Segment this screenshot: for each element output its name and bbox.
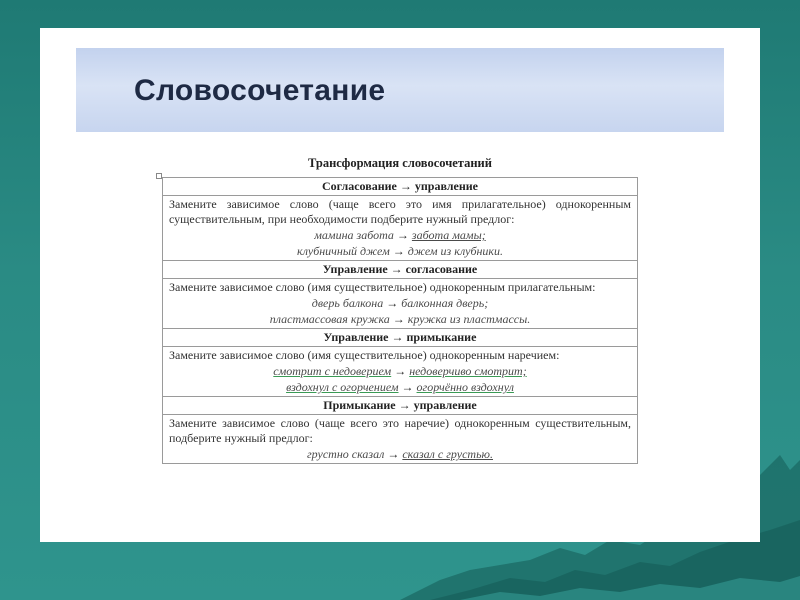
example-from: дверь балкона (311, 296, 384, 310)
arrow-icon: → (387, 447, 400, 461)
arrow-icon: → (392, 244, 405, 258)
section-instruction: Замените зависимое слово (имя существительное) однокоренным прилагательным: (169, 280, 596, 294)
example-to: джем из клубники. (407, 244, 504, 258)
arrow-icon: → (394, 364, 407, 378)
section-heading: Управление → примыкание (163, 329, 638, 347)
table-row (163, 415, 638, 464)
table-row (163, 397, 638, 415)
example-line (169, 311, 631, 327)
table-row (163, 329, 638, 347)
section-body (163, 279, 638, 329)
example-to: балконная дверь; (401, 296, 489, 310)
table-row (163, 261, 638, 279)
arrow-icon: → (396, 228, 409, 242)
example-line (169, 363, 631, 379)
example-from: мамина забота (314, 228, 394, 242)
document-caption: Трансформация словосочетаний (308, 156, 492, 170)
section-body (163, 196, 638, 261)
example-to: кружка из пластмассы. (407, 312, 531, 326)
example-from: пластмассовая кружка (269, 312, 390, 326)
example-line (169, 446, 631, 462)
example-line (169, 243, 631, 259)
arrow-icon: → (392, 312, 405, 326)
transformation-table (162, 177, 638, 464)
section-heading: Примыкание → управление (163, 397, 638, 415)
example-from: клубничный джем (296, 244, 390, 258)
example-from: смотрит с недоверием (273, 364, 392, 378)
section-instruction: Замените зависимое слово (чаще всего это наречие) однокоренным существительным, подберите нужный предлог: (169, 416, 631, 445)
example-from: вздохнул с огорчением (286, 380, 399, 394)
table-row (163, 279, 638, 329)
section-instruction: Замените зависимое слово (чаще всего это имя прилагательное) однокоренным существительным, при необходимости подберите нужный предлог: (169, 197, 631, 226)
example-line (169, 379, 631, 395)
example-line (169, 227, 631, 243)
table-row (163, 178, 638, 196)
table-row (163, 347, 638, 397)
example-from: грустно сказал (306, 447, 385, 461)
arrow-icon: → (401, 380, 414, 394)
arrow-icon: → (386, 296, 399, 310)
example-to: забота мамы; (411, 228, 486, 242)
section-body (163, 347, 638, 397)
example-line (169, 295, 631, 311)
example-to: сказал с грустью. (402, 447, 493, 461)
table-row (163, 196, 638, 261)
slide (40, 28, 760, 542)
slide-title: Словосочетание (134, 74, 386, 107)
example-to: огорчённо вздохнул (416, 380, 514, 394)
section-heading: Согласование → управление (163, 178, 638, 196)
example-to: недоверчиво смотрит; (409, 364, 527, 378)
section-instruction: Замените зависимое слово (имя существительное) однокоренным наречием: (169, 348, 560, 362)
section-heading: Управление → согласование (163, 261, 638, 279)
title-band (76, 48, 724, 132)
section-body (163, 415, 638, 464)
